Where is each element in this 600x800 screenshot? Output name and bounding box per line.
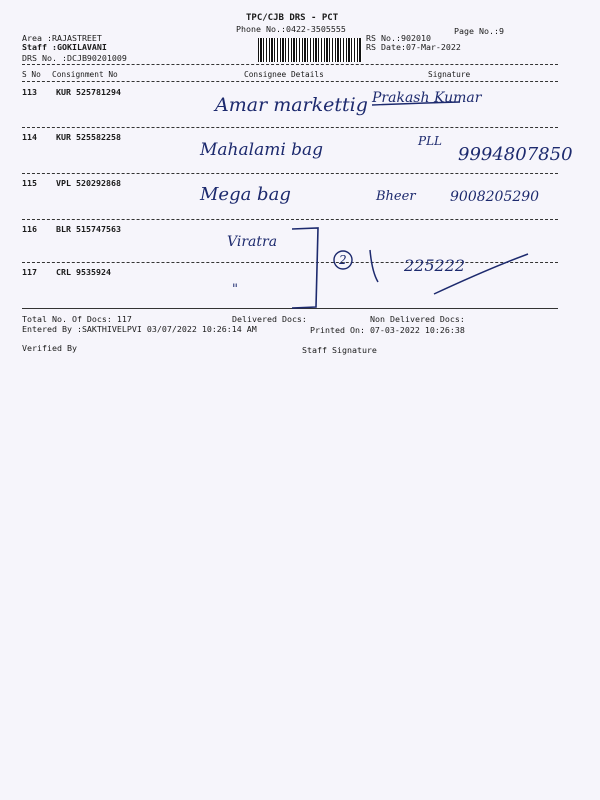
row-consignment: BLR 515747563 — [56, 224, 121, 234]
handwritten-consignee: Mahalami bag — [200, 140, 324, 160]
staff-label: Staff :GOKILAVANI — [22, 42, 107, 52]
handwritten-consignee: Viratra — [227, 234, 278, 250]
row-sno: 117 — [22, 267, 37, 277]
staff-signature: Staff Signature — [302, 345, 377, 355]
row-consignment: VPL 520292868 — [56, 178, 121, 188]
row-sno: 113 — [22, 87, 37, 97]
circled-number: 2 — [339, 253, 347, 267]
handwritten-phone: 9008205290 — [450, 189, 540, 205]
handwritten-consignee: " — [232, 282, 238, 297]
row-consignment: CRL 9535924 — [56, 267, 111, 277]
row-sno: 115 — [22, 178, 37, 188]
verified-by: Verified By — [22, 343, 77, 353]
underline-stroke — [372, 102, 460, 105]
printed-on: Printed On: 07-03-2022 10:26:38 — [310, 325, 465, 335]
handwritten-consignee: Amar markettig — [215, 94, 368, 116]
delivered-docs: Delivered Docs: — [232, 314, 307, 324]
row-sno: 114 — [22, 132, 37, 142]
circle-stroke — [334, 251, 352, 269]
row-sno: 116 — [22, 224, 37, 234]
page-number: Page No.:9 — [454, 26, 504, 36]
area-label: Area :RAJASTREET — [22, 33, 102, 43]
total-docs: Total No. Of Docs: 117 — [22, 314, 132, 324]
col-consignee: Consignee Details — [244, 70, 324, 79]
row-consignment: KUR 525781294 — [56, 87, 121, 97]
non-delivered-docs: Non Delivered Docs: — [370, 314, 465, 324]
document-title: TPC/CJB DRS - PCT — [246, 13, 339, 23]
rs-number: RS No.:902010 — [366, 33, 431, 43]
handwritten-signature: 225222 — [404, 256, 466, 275]
flourish-stroke — [370, 250, 528, 294]
drs-number: DRS No. :DCJB90201009 — [22, 53, 127, 63]
rs-date: RS Date:07-Mar-2022 — [366, 42, 461, 52]
phone-number: Phone No.:0422-3505555 — [236, 24, 346, 34]
col-sno: S No — [22, 70, 41, 79]
row-consignment: KUR 525582258 — [56, 132, 121, 142]
entered-by: Entered By :SAKTHIVELPVI 03/07/2022 10:26:14 AM — [22, 324, 257, 334]
handwritten-phone: 9994807850 — [458, 144, 573, 165]
col-consignment: Consignment No — [52, 70, 118, 79]
handwritten-initials: PLL — [418, 134, 443, 148]
handwritten-signature: Prakash Kumar — [372, 90, 482, 106]
handwritten-initials: Bheer — [376, 189, 416, 204]
col-signature: Signature — [428, 70, 471, 79]
handwritten-consignee: Mega bag — [200, 184, 291, 205]
bracket-stroke — [292, 228, 318, 308]
